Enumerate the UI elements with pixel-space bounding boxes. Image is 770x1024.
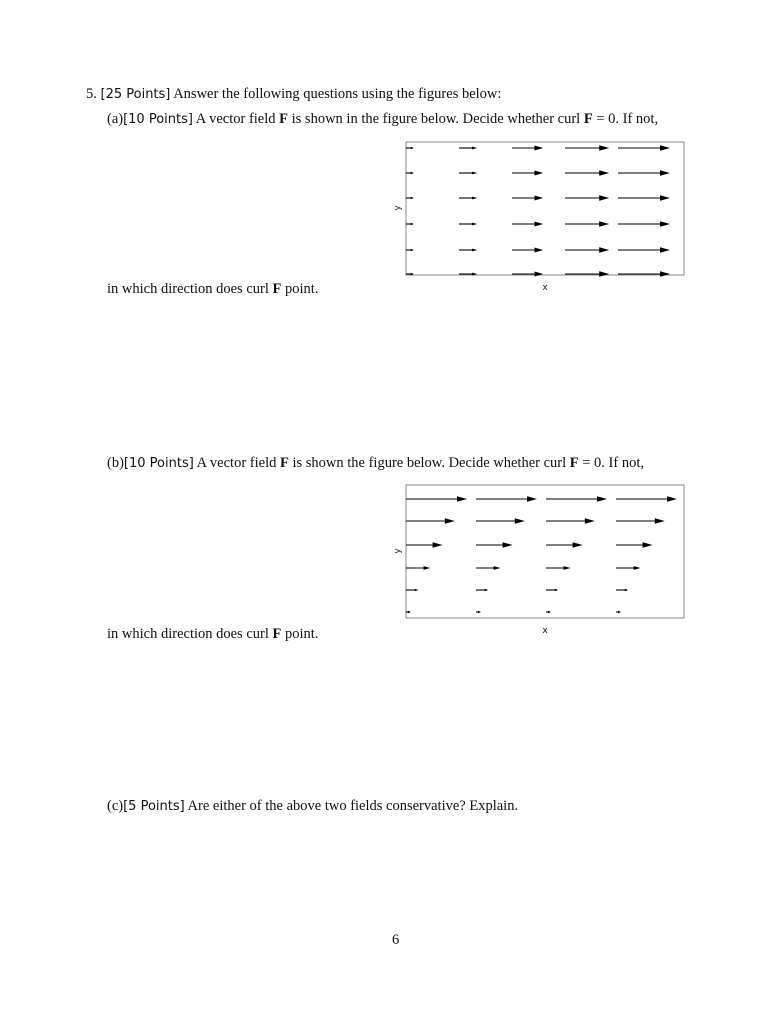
plot-a-arrow-r1-c4 [618,170,670,176]
plot-a-arrow-r2-c3 [565,195,609,201]
part-b-text-1: A vector field [196,455,277,471]
plot-b-arrow-r3-c3 [616,566,640,570]
plot-b-arrow-r2-c2 [546,542,583,548]
plot-a-ylabel: y [393,205,403,211]
plot-a-arrow-r3-c3 [565,221,609,227]
plot-a-arrow-r0-c2 [512,146,543,151]
plot-a-arrow-r0-c1 [459,147,477,150]
plot-b-arrow-r5-c1 [476,611,481,613]
plot-a-arrow-r2-c2 [512,196,543,201]
part-a-followup-F: F [272,281,282,297]
part-a-label: (a) [107,111,124,127]
plot-a-arrow-r1-c1 [459,172,477,175]
plot-a-arrow-r3-c4 [618,221,670,227]
plot-a-arrow-r3-c1 [459,223,477,226]
part-b-followup-F: F [272,626,282,642]
part-b-text-3: = 0. If not, [582,455,644,471]
plot-b-arrow-r4-c2 [546,589,558,591]
plot-a-arrow-r4-c4 [618,247,670,253]
part-b-question [107,454,644,473]
part-a-followup-end: point. [284,281,319,297]
plot-b-arrow-r0-c2 [546,496,607,502]
plot-a-frame [406,142,684,275]
part-a-text-1: A vector field [195,111,276,127]
plot-b-frame [406,485,684,618]
part-a-text-2: is shown in the figure below. Decide whether curl [291,111,581,127]
plot-b-arrow-r0-c3 [616,496,677,502]
plot-b-arrow-r4-c1 [476,589,488,591]
plot-b-arrow-r2-c3 [616,542,653,548]
part-b-F-2: F [569,455,579,471]
part-b-followup [107,625,318,643]
part-a-F-2: F [583,111,593,127]
part-a-followup [107,280,318,298]
plot-b-arrow-r3-c0 [406,566,430,570]
plot-a-arrow-r2-c1 [459,197,477,200]
plot-a-arrow-r3-c0 [406,223,414,225]
plot-a-arrow-r2-c0 [406,197,414,199]
plot-a-arrow-r1-c0 [406,172,414,174]
plot-b-arrow-r3-c1 [476,566,500,570]
plot-b-arrow-r4-c3 [616,589,628,591]
plot-b-arrow-r3-c2 [546,566,570,570]
plot-b-ylabel: y [393,548,403,554]
plot-a-arrow-r0-c4 [618,145,670,151]
part-a-points: [10 Points] [123,112,193,127]
plot-a-xlabel: x [542,283,548,293]
plot-b-xlabel: x [542,626,548,636]
plot-b-arrow-r5-c2 [546,611,551,613]
plot-a-arrow-r5-c3 [565,271,609,277]
part-c-points: [5 Points] [123,799,185,814]
plot-b-arrow-r1-c0 [406,518,455,524]
part-c-text: Are either of the above two fields conservative? Explain. [187,798,519,814]
plot-a-arrow-r2-c4 [618,195,670,201]
part-b-F: F [279,455,289,471]
plot-b-arrow-r5-c3 [616,611,621,613]
part-a-followup-text: in which direction does curl [107,281,269,297]
part-b-label: (b) [107,455,124,471]
part-b-text-2: is shown the figure below. Decide whether curl [292,455,567,471]
plot-b-arrow-r5-c0 [406,611,411,613]
plot-a-arrow-r1-c3 [565,170,609,176]
vector-field-b-svg [395,483,695,638]
vector-field-a [395,140,695,295]
problem-header [86,85,501,104]
plot-b-arrow-r4-c0 [406,589,418,591]
plot-a-arrow-r0-c3 [565,145,609,151]
part-a-question [107,110,658,129]
part-a-text-3: = 0. If not, [596,111,659,127]
plot-a-arrow-r3-c2 [512,222,543,227]
plot-b-arrow-r2-c0 [406,542,443,548]
plot-b-arrow-r0-c1 [476,496,537,502]
page-number: 6 [392,932,400,948]
part-b-points: [10 Points] [123,456,194,471]
plot-a-arrow-r4-c2 [512,248,543,253]
problem-intro: Answer the following questions using the figures below: [173,86,502,102]
plot-a-arrow-r4-c1 [459,249,477,252]
plot-a-arrow-r4-c0 [406,249,414,251]
plot-a-arrow-r1-c2 [512,171,543,176]
part-b-followup-text: in which direction does curl [107,626,269,642]
part-c-label: (c) [107,798,124,814]
part-b-followup-end: point. [284,626,319,642]
problem-number: 5. [86,86,97,102]
plot-a-arrow-r5-c2 [512,272,543,277]
plot-b-arrow-r1-c1 [476,518,525,524]
problem-points: [25 Points] [100,87,171,102]
plot-a-arrow-r5-c4 [618,271,670,277]
plot-b-arrow-r1-c2 [546,518,595,524]
vector-field-b [395,483,695,638]
part-c-question [107,797,518,816]
plot-b-arrow-r0-c0 [406,496,467,502]
plot-a-arrow-r4-c3 [565,247,609,253]
part-a-F: F [279,111,289,127]
vector-field-a-svg [395,140,695,295]
plot-a-arrow-r0-c0 [406,147,414,149]
plot-b-arrow-r2-c1 [476,542,513,548]
plot-b-arrow-r1-c3 [616,518,665,524]
